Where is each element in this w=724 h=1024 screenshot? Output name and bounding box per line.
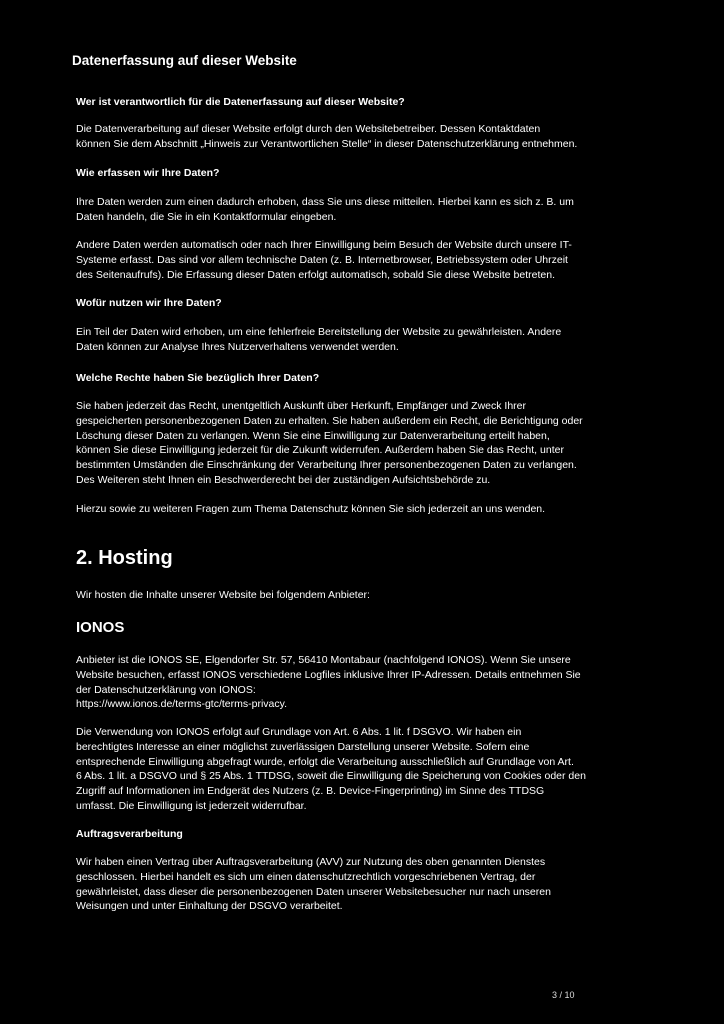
question-heading: Welche Rechte haben Sie bezüglich Ihrer Daten? <box>76 372 320 384</box>
paragraph: Wir haben einen Vertrag über Auftragsverarbeitung (AVV) zur Nutzung des oben genannten Dienstes geschlossen. Hierbei handelt es sich um einen datenschutzrechtlich vorgeschriebenen Vertrag, der gewährleistet, dass dieser die personenbezogenen Daten unserer Websitebesucher nur nach unseren Weisungen und unter Einhaltung der DSGVO verarbeitet. <box>76 856 551 913</box>
page-number: 3 / 10 <box>552 990 575 1000</box>
question-heading: Wofür nutzen wir Ihre Daten? <box>76 297 222 309</box>
paragraph: Die Datenverarbeitung auf dieser Website erfolgt durch den Websitebetreiber. Dessen Kontaktdaten können Sie dem Abschnitt „Hinweis zur Verantwortlichen Stelle“ in dieser Datenschutzerklärung entnehmen. <box>76 123 578 150</box>
paragraph: Ein Teil der Daten wird erhoben, um eine fehlerfreie Bereitstellung der Website zu gewährleisten. Andere Daten können zur Analyse Ihres Nutzerverhaltens verwendet werden. <box>76 326 562 353</box>
question-heading: Auftragsverarbeitung <box>76 828 183 840</box>
paragraph: Sie haben jederzeit das Recht, unentgeltlich Auskunft über Herkunft, Empfänger und Zweck Ihrer gespeicherten personenbezogenen Daten zu erhalten. Sie haben außerdem ein Recht, die Berichtigung oder Löschung dieser Daten zu verlangen. Wenn Sie eine Einwilligung zur Datenverarbeitung erteilt haben, können Sie diese Einwilligung jederzeit für die Zukunft widerrufen. Außerdem haben Sie das Recht, unter bestimmten Umständen die Einschränkung der Verarbeitung Ihrer personenbezogenen Daten zu verlangen. Des Weiteren steht Ihnen ein Beschwerderecht bei der zuständigen Aufsichtsbehörde zu. <box>76 400 583 486</box>
hosting-heading: 2. Hosting <box>76 547 173 569</box>
section-title: Datenerfassung auf dieser Website <box>72 53 297 68</box>
paragraph: Hierzu sowie zu weiteren Fragen zum Thema Datenschutz können Sie sich jederzeit an uns wenden. <box>76 503 546 515</box>
paragraph: Anbieter ist die IONOS SE, Elgendorfer Str. 57, 56410 Montabaur (nachfolgend IONOS). Wenn Sie unsere Website besuchen, erfasst IONOS verschiedene Logfiles inklusive Ihrer IP-Adressen. Details entnehmen Sie der Datenschutzerklärung von IONOS: https://www.ionos.de/terms-gtc/terms-privacy. <box>76 653 666 712</box>
paragraph: Wir hosten die Inhalte unserer Website bei folgendem Anbieter: <box>76 589 370 601</box>
paragraph: Ihre Daten werden zum einen dadurch erhoben, dass Sie uns diese mitteilen. Hierbei kann es sich z. B. um Daten handeln, die Sie in ein Kontaktformular eingeben. <box>76 196 574 223</box>
question-heading: Wer ist verantwortlich für die Datenerfassung auf dieser Website? <box>76 96 405 108</box>
paragraph: Andere Daten werden automatisch oder nach Ihrer Einwilligung beim Besuch der Website durch unsere IT- Systeme erfasst. Das sind vor allem technische Daten (z. B. Internetbrowser, Betriebssystem oder Uhrzeit des Seitenaufrufs). Die Erfassung dieser Daten erfolgt automatisch, sobald Sie diese Website betreten. <box>76 239 572 281</box>
question-heading: Wie erfassen wir Ihre Daten? <box>76 167 220 179</box>
paragraph: Die Verwendung von IONOS erfolgt auf Grundlage von Art. 6 Abs. 1 lit. f DSGVO. Wir haben ein berechtigtes Interesse an einer möglichst zuverlässigen Darstellung unserer Website. Sofern eine entsprechende Einwilligung abgefragt wurde, erfolgt die Verarbeitung ausschließlich auf Grundlage von Art. 6 Abs. 1 lit. a DSGVO und § 25 Abs. 1 TTDSG, soweit die Einwilligung die Speicherung von Cookies oder den Zugriff auf Informationen im Endgerät des Nutzers (z. B. Device-Fingerprinting) im Sinne des TTDSG umfasst. Die Einwilligung ist jederzeit widerrufbar. <box>76 726 586 812</box>
ionos-heading: IONOS <box>76 619 125 636</box>
ionos-privacy-link[interactable]: https://www.ionos.de/terms-gtc/terms-privacy. <box>76 698 288 711</box>
